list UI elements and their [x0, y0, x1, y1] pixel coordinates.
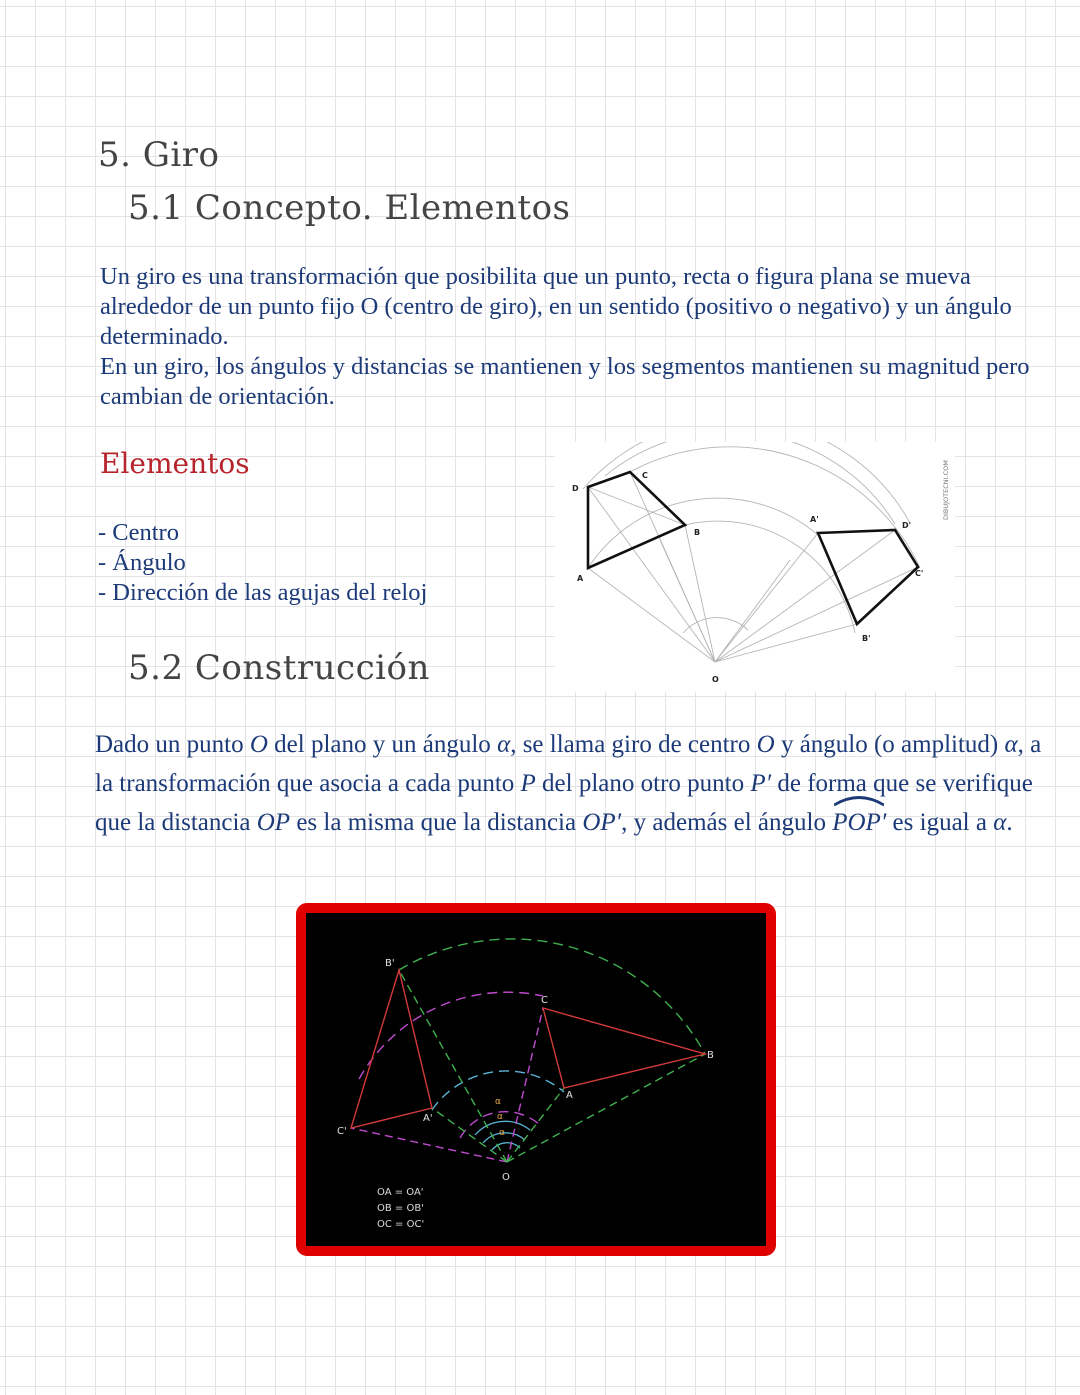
- definition-fragment: es la misma que la distancia: [290, 809, 583, 836]
- label-o: O: [502, 1172, 510, 1183]
- label-alpha: α: [499, 1128, 505, 1138]
- symbol-o: O: [249, 731, 268, 758]
- definition-fragment: Dado un punto: [95, 731, 250, 758]
- quadrilateral-abcd-rotated: [818, 530, 918, 624]
- label-c: C: [642, 471, 648, 480]
- label-d: D: [572, 484, 579, 493]
- symbol-alpha: α: [993, 809, 1007, 836]
- definition-fragment: .: [1006, 809, 1013, 836]
- definition-fragment: es igual a: [886, 809, 994, 836]
- arc-accent-icon: [832, 794, 886, 806]
- radial-line: [715, 567, 918, 662]
- construction-line: [588, 487, 685, 525]
- elements-list: [98, 518, 427, 608]
- radial-line: [715, 560, 790, 662]
- equation-oc: OC = OC': [377, 1219, 425, 1230]
- list-item: - Dirección de las agujas del reloj: [98, 579, 428, 606]
- definition-fragment: , se llama giro de centro: [510, 731, 757, 758]
- label-b-prime: B': [385, 958, 395, 969]
- symbol-p-prime: P′: [750, 770, 772, 797]
- label-c: C: [541, 995, 548, 1006]
- label-alpha: α: [495, 1097, 501, 1107]
- arc-b: [685, 521, 855, 633]
- rotation-diagram-svg: [555, 442, 955, 692]
- symbol-op: OP: [256, 809, 291, 836]
- label-b: B: [694, 528, 701, 537]
- intro-paragraph-1: Un giro es una transformación que posibilita que un punto, recta o figura plana se mueva alrededor de un punto fijo O (centro de giro), en un sentido (positivo o negativo) y un ángulo determinado.: [100, 263, 1012, 350]
- definition-fragment: , y además el ángulo: [621, 809, 833, 836]
- definition-fragment: del plano otro punto: [535, 770, 751, 797]
- section-heading-giro: 5. Giro: [98, 135, 220, 175]
- rotation-construction-svg: [296, 903, 776, 1256]
- radial-line: [660, 540, 715, 662]
- label-b: B: [707, 1050, 714, 1061]
- intro-paragraph-2: En un giro, los ángulos y distancias se mantienen y los segmentos mantienen su magnitud pero cambian de orientación.: [100, 353, 1030, 410]
- symbol-op-prime: OP′: [582, 809, 622, 836]
- elements-title: Elementos: [100, 447, 250, 480]
- definition-fragment: del plano y un ángulo: [267, 731, 498, 758]
- label-alpha: α: [497, 1112, 503, 1122]
- intro-text: [100, 262, 1045, 412]
- symbol-alpha: α: [497, 731, 511, 758]
- label-d-prime: D': [902, 521, 912, 530]
- arc-outer: [605, 442, 895, 524]
- radial-line: [715, 624, 857, 662]
- angle-pop-prime: [832, 803, 886, 842]
- label-o: O: [712, 675, 719, 684]
- watermark-text: DIBUJOTECNI.COM: [942, 460, 950, 520]
- equation-ob: OB = OB': [377, 1203, 424, 1214]
- definition-text: [95, 725, 1055, 842]
- label-a: A: [566, 1090, 573, 1101]
- label-c-prime: C': [337, 1126, 347, 1137]
- arc-a: [588, 498, 818, 568]
- label-a-prime: A': [423, 1113, 433, 1124]
- rotation-diagram-bw: [555, 442, 955, 692]
- symbol-o: O: [756, 731, 775, 758]
- label-a: A: [577, 574, 584, 583]
- subsection-heading-concepto: 5.1 Concepto. Elementos: [128, 188, 571, 228]
- definition-fragment: de forma que se verifique que la distancia: [95, 770, 1033, 836]
- list-item: - Centro: [98, 519, 179, 546]
- list-item: - Ángulo: [98, 549, 186, 576]
- subsection-heading-construccion: 5.2 Construcción: [128, 648, 430, 688]
- symbol-pop-prime: POP′: [832, 809, 887, 836]
- arc-c: [630, 447, 920, 568]
- label-c-prime: C': [915, 569, 924, 578]
- radial-line: [588, 568, 715, 662]
- equation-oa: OA = OA': [377, 1187, 424, 1198]
- rotation-construction-figure: [296, 903, 776, 1256]
- definition-fragment: y ángulo (o amplitud): [774, 731, 1005, 758]
- figure-frame: [301, 908, 771, 1251]
- label-a-prime: A': [810, 515, 819, 524]
- definition-paragraph: [95, 725, 1055, 842]
- symbol-p: P: [520, 770, 536, 797]
- symbol-alpha: α: [1004, 731, 1018, 758]
- label-b-prime: B': [862, 634, 871, 643]
- definition-fragment: , a la transformación que asocia a cada punto: [95, 731, 1042, 797]
